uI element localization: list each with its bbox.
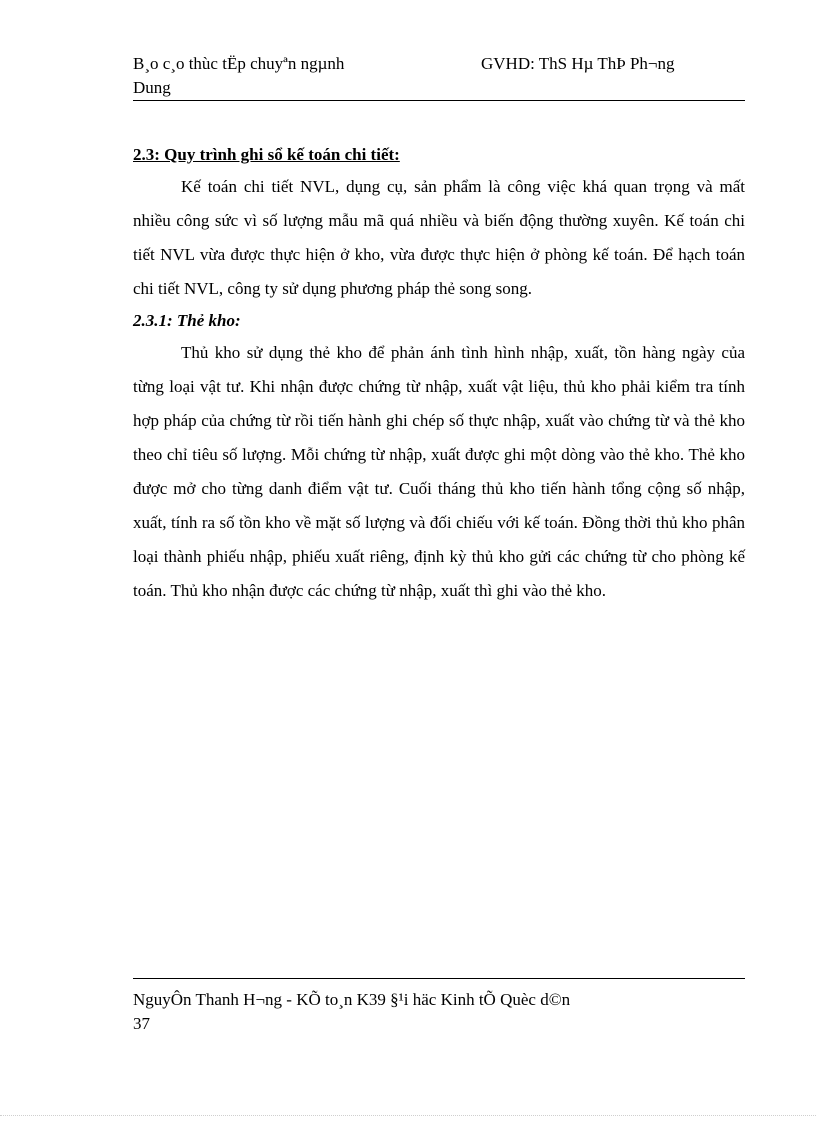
- page-bottom-border: [0, 1115, 816, 1116]
- page-number: 37: [133, 1014, 150, 1033]
- header-report-title: B¸o c¸o thùc tËp chuyªn ngµnh: [133, 54, 345, 73]
- header-divider: [133, 100, 745, 101]
- subsection-title: 2.3.1: Thẻ kho:: [133, 311, 241, 330]
- page-footer: [133, 988, 745, 1036]
- section-title: 2.3: Quy trình ghi sổ kế toán chi tiết:: [133, 145, 400, 164]
- footer-divider: [133, 978, 745, 979]
- body-paragraph: Thủ kho sử dụng thẻ kho để phản ánh tình hình nhập, xuất, tồn hàng ngày của từng loại vật tư. Khi nhận được chứng từ nhập, xuất vật liệu, thủ kho phải kiểm tra tính hợp pháp của chứng từ rồi tiến hành ghi chép số thực nhập, xuất vào chứng từ và thẻ kho theo chỉ tiêu số lượng. Mỗi chứng từ nhập, xuất được ghi một dòng vào thẻ kho. Thẻ kho được mở cho từng danh điểm vật tư. Cuối tháng thủ kho tiến hành tổng cộng số nhập, xuất, tính ra số tồn kho về mặt số lượng và đối chiếu với kế toán. Đồng thời thủ kho phân loại thành phiếu nhập, phiếu xuất riêng, định kỳ thủ kho gửi các chứng từ cho phòng kế toán. Thủ kho nhận được các chứng từ nhập, xuất thì ghi vào thẻ kho.: [133, 343, 745, 600]
- main-content: [133, 140, 745, 608]
- intro-paragraph: Kế toán chi tiết NVL, dụng cụ, sản phẩm là công việc khá quan trọng và mất nhiều công sức vì số lượng mẫu mã quá nhiều và biến động thường xuyên. Kế toán chi tiết NVL vừa được thực hiện ở kho, vừa được thực hiện ở phòng kế toán. Để hạch toán chi tiết NVL, công ty sử dụng phương pháp thẻ song song.: [133, 177, 745, 298]
- header-supervisor-continued: Dung: [133, 78, 171, 97]
- page-header: [133, 52, 745, 102]
- header-supervisor: GVHD: ThS Hµ ThÞ Ph¬ng: [481, 54, 675, 73]
- footer-author: NguyÔn Thanh H¬ng - KÕ to¸n K39 §¹i häc Kinh tÕ Quèc d©n: [133, 990, 571, 1009]
